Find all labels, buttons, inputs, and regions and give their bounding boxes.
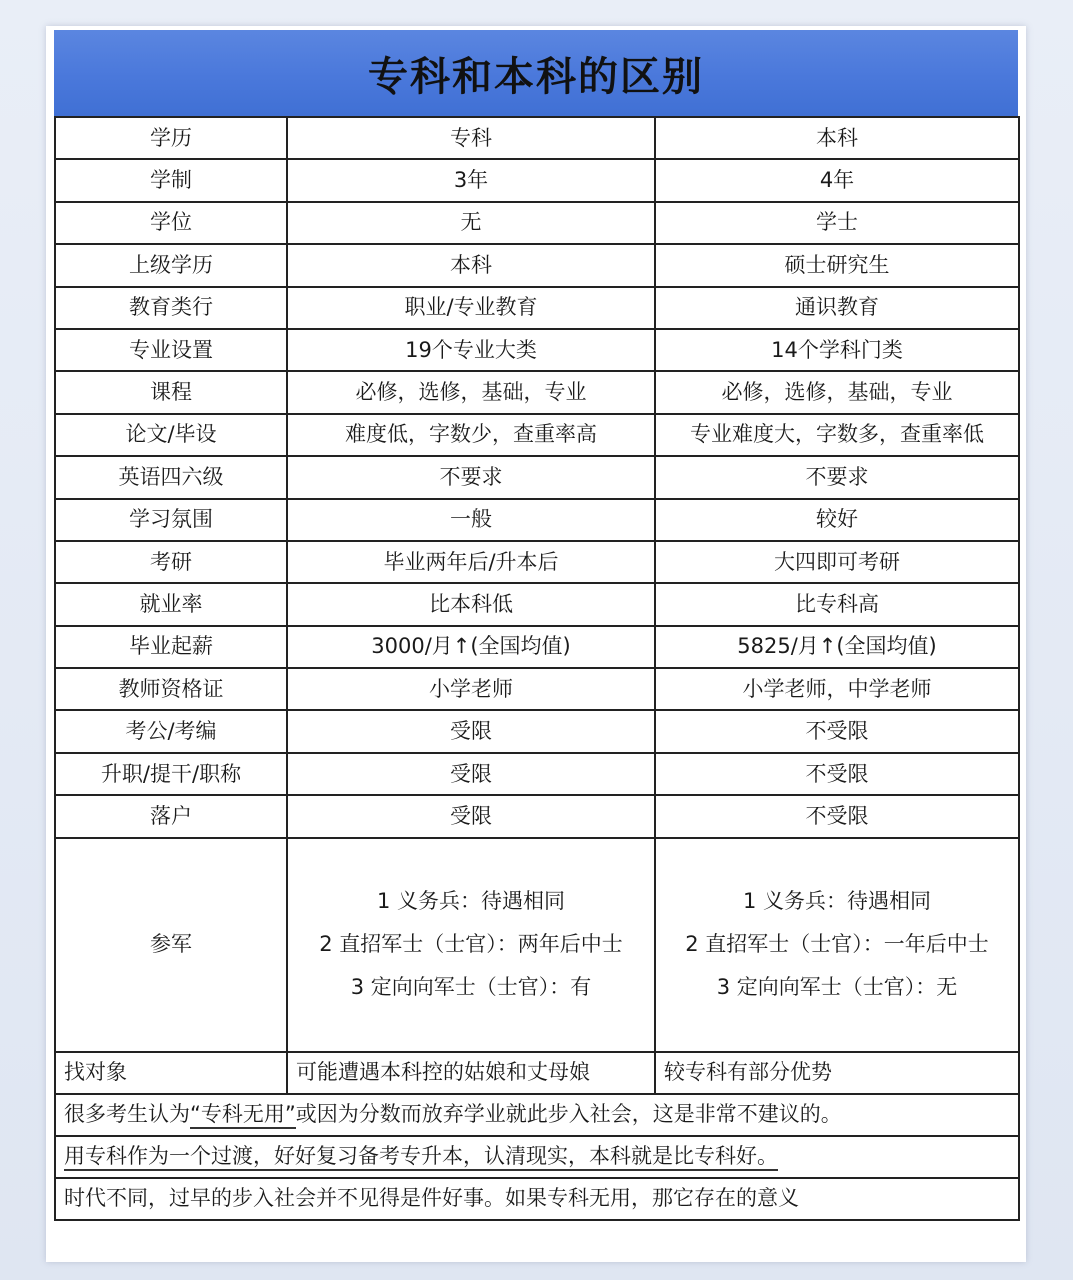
row-label: 毕业起薪 [55,626,287,668]
military-line: 1 义务兵：待遇相同 [742,889,932,914]
row-label: 专业设置 [55,329,287,371]
zhuanke-cell: 必修，选修，基础，专业 [287,371,655,413]
zhuanke-cell: 可能遭遇本科控的姑娘和丈母娘 [287,1052,655,1094]
note-row [55,1178,1019,1220]
quoted-phrase: “专科无用” [190,1102,296,1129]
table-row [55,668,1019,710]
note-line-3: 时代不同，过早的步入社会并不见得是件好事。如果专科无用，那它存在的意义 [55,1178,1019,1220]
row-label: 上级学历 [55,244,287,286]
zhuanke-cell: 毕业两年后/升本后 [287,541,655,583]
military-line: 1 义务兵：待遇相同 [376,889,566,914]
table-row [55,329,1019,371]
row-label: 教师资格证 [55,668,287,710]
table-row [55,541,1019,583]
zhuanke-cell: 受限 [287,753,655,795]
military-line: 3 定向向军士（士官）：有 [350,975,592,1000]
row-label: 就业率 [55,583,287,625]
benke-cell: 必修，选修，基础，专业 [655,371,1019,413]
table-row [55,626,1019,668]
military-row [55,838,1019,1052]
benke-cell: 14个学科门类 [655,329,1019,371]
page-title: 专科和本科的区别 [368,53,704,100]
comparison-table [54,116,1020,1221]
zhuanke-cell: 不要求 [287,456,655,498]
header-cell: 本科 [655,117,1019,159]
row-label: 学习氛围 [55,499,287,541]
header-cell: 专科 [287,117,655,159]
zhuanke-military-cell [287,838,655,1052]
table-row [55,202,1019,244]
table-row [55,159,1019,201]
table-row [55,456,1019,498]
table-row [55,414,1019,456]
benke-cell: 专业难度大，字数多，查重率低 [655,414,1019,456]
zhuanke-cell: 一般 [287,499,655,541]
row-label: 升职/提干/职称 [55,753,287,795]
table-row [55,244,1019,286]
zhuanke-cell: 难度低，字数少，查重率高 [287,414,655,456]
zhuanke-cell: 无 [287,202,655,244]
note-row [55,1094,1019,1136]
row-label: 落户 [55,795,287,837]
benke-cell: 较专科有部分优势 [655,1052,1019,1094]
benke-cell: 5825/月↑(全国均值) [655,626,1019,668]
note-line-1: 很多考生认为“专科无用”或因为分数而放弃学业就此步入社会，这是非常不建议的。 [55,1094,1019,1136]
row-label: 教育类行 [55,287,287,329]
benke-cell: 比专科高 [655,583,1019,625]
zhuanke-cell: 本科 [287,244,655,286]
military-line: 3 定向向军士（士官）：无 [716,975,958,1000]
benke-cell: 大四即可考研 [655,541,1019,583]
title-banner [54,30,1018,116]
table-row [55,583,1019,625]
row-label: 论文/毕设 [55,414,287,456]
table-row [55,795,1019,837]
table-row [55,287,1019,329]
benke-cell: 通识教育 [655,287,1019,329]
benke-cell: 硕士研究生 [655,244,1019,286]
partner-row [55,1052,1019,1094]
note-line-2: 用专科作为一个过渡，好好复习备考专升本，认清现实，本科就是比专科好。 [55,1136,1019,1178]
row-label: 学位 [55,202,287,244]
table-row [55,371,1019,413]
zhuanke-cell: 小学老师 [287,668,655,710]
benke-cell: 较好 [655,499,1019,541]
zhuanke-cell: 职业/专业教育 [287,287,655,329]
table-row [55,499,1019,541]
zhuanke-cell: 19个专业大类 [287,329,655,371]
row-label: 找对象 [55,1052,287,1094]
zhuanke-cell: 3年 [287,159,655,201]
row-label: 学制 [55,159,287,201]
row-label: 课程 [55,371,287,413]
benke-cell: 4年 [655,159,1019,201]
row-label: 考公/考编 [55,710,287,752]
row-label: 参军 [55,838,287,1052]
note-row [55,1136,1019,1178]
benke-cell: 不要求 [655,456,1019,498]
benke-cell: 不受限 [655,753,1019,795]
benke-military-cell [655,838,1019,1052]
zhuanke-cell: 比本科低 [287,583,655,625]
benke-cell: 小学老师，中学老师 [655,668,1019,710]
header-row [55,117,1019,159]
military-line: 2 直招军士（士官）：两年后中士 [319,932,623,957]
benke-cell: 不受限 [655,795,1019,837]
zhuanke-cell: 受限 [287,710,655,752]
document-frame [46,26,1026,1262]
military-line: 2 直招军士（士官）：一年后中士 [685,932,989,957]
zhuanke-cell: 受限 [287,795,655,837]
row-label: 英语四六级 [55,456,287,498]
header-cell: 学历 [55,117,287,159]
table-row [55,753,1019,795]
benke-cell: 不受限 [655,710,1019,752]
table-row [55,710,1019,752]
benke-cell: 学士 [655,202,1019,244]
zhuanke-cell: 3000/月↑(全国均值) [287,626,655,668]
row-label: 考研 [55,541,287,583]
